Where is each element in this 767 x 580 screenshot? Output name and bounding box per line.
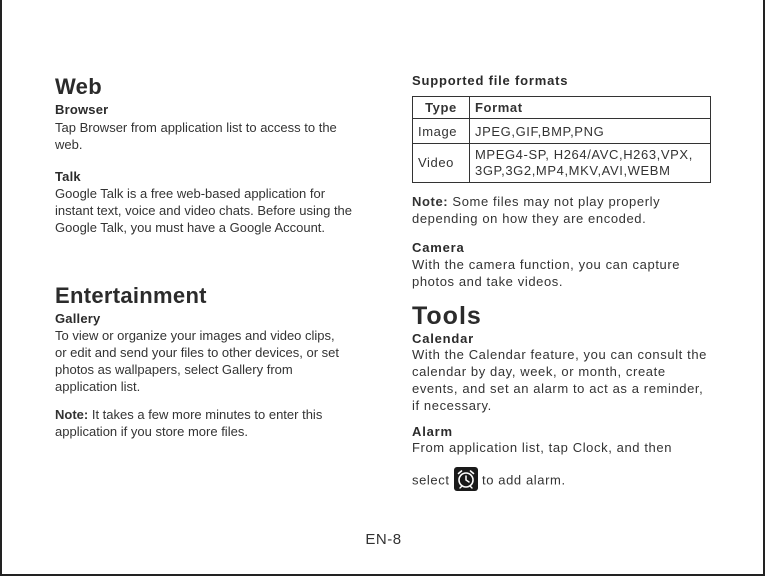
gallery-text: To view or organize your images and video clips, or edit and send your files to other devices, or set photos as wallpapers, select Gallery from application list. — [55, 328, 339, 394]
table-header-format: Format — [470, 97, 711, 119]
talk-heading: Talk — [55, 169, 81, 184]
talk-text: Google Talk is a free web-based application for instant text, voice and video chats. Before using the Google Talk, you must have a Google Account. — [55, 186, 353, 235]
browser-text: Tap Browser from application list to access to the web. — [55, 120, 337, 152]
note-text: It takes a few more minutes to enter this application if you store more files. — [55, 407, 323, 439]
calendar-heading: Calendar — [412, 331, 475, 346]
browser-heading: Browser — [55, 102, 109, 117]
alarm-select-before: select — [412, 472, 450, 488]
note-label: Note: — [412, 194, 449, 209]
camera-heading: Camera — [412, 240, 465, 255]
note-text: Some files may not play properly depending on how they are encoded. — [412, 194, 661, 226]
alarm-select-after: to add alarm. — [482, 472, 566, 488]
entertainment-heading: Entertainment — [55, 283, 207, 308]
alarm-text: From application list, tap Clock, and then — [412, 440, 673, 455]
alarm-heading: Alarm — [412, 424, 453, 439]
page-number: EN-8 — [365, 531, 402, 548]
table-row — [413, 144, 711, 183]
formats-heading: Supported file formats — [412, 73, 569, 88]
alarm-select-line — [412, 469, 717, 493]
table-row — [413, 119, 711, 144]
table-cell-type: Video — [413, 144, 470, 183]
note-label: Note: — [55, 407, 89, 422]
table-cell-format: MPEG4-SP, H264/AVC,H263,VPX, 3GP,3G2,MP4,MKV,AVI,WEBM — [470, 144, 711, 183]
table-header-row — [413, 97, 711, 119]
table-cell-format: JPEG,GIF,BMP,PNG — [470, 119, 711, 144]
right-note — [412, 193, 712, 227]
calendar-text: With the Calendar feature, you can consult the calendar by day, week, or month, create events, and set an alarm to act as a reminder, if necessary. — [412, 347, 707, 413]
table-cell-type: Image — [413, 119, 470, 144]
left-note — [55, 406, 355, 440]
tools-heading: Tools — [412, 302, 482, 330]
formats-table — [412, 96, 711, 183]
table-header-type: Type — [413, 97, 470, 119]
web-heading: Web — [55, 74, 102, 99]
alarm-clock-icon — [454, 467, 478, 491]
camera-text: With the camera function, you can capture photos and take videos. — [412, 257, 681, 289]
gallery-heading: Gallery — [55, 311, 101, 326]
